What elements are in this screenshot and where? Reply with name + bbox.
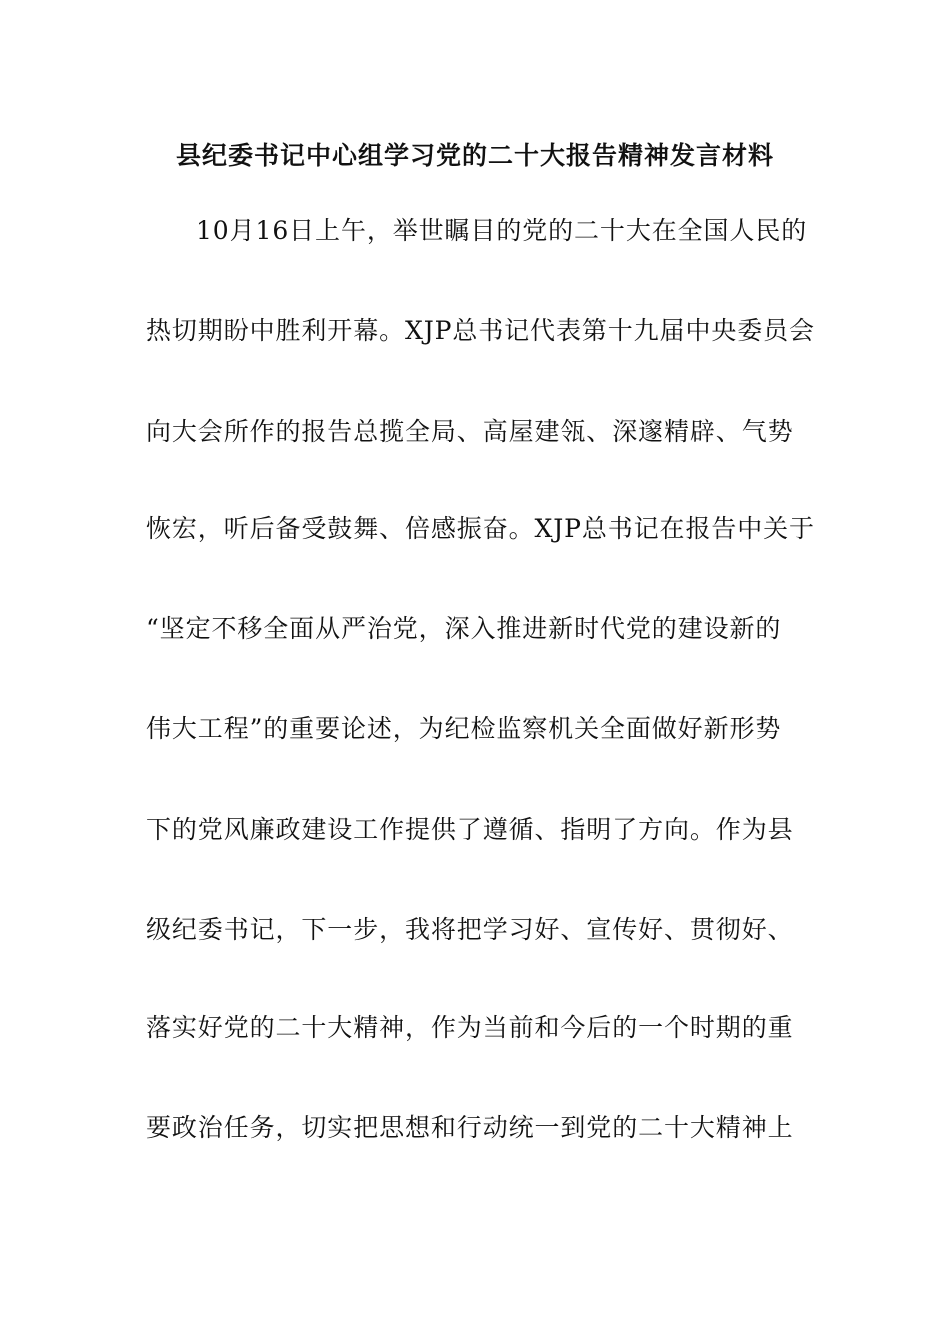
body-line-1: 10月16日上午，举世瞩目的党的二十大在全国人民的: [196, 216, 808, 245]
body-line-5: “坚定不移全面从严治党，深入推进新时代党的建设新的: [146, 614, 782, 643]
body-line-9: 落实好党的二十大精神，作为当前和今后的一个时期的重: [146, 1013, 794, 1042]
document-title: 县纪委书记中心组学习党的二十大报告精神发言材料: [175, 141, 774, 170]
body-line-6: 伟大工程”的重要论述，为纪检监察机关全面做好新形势: [146, 714, 782, 743]
body-line-2: 热切期盼中胜利开幕。XJP总书记代表第十九届中央委员会: [146, 316, 815, 345]
body-line-7: 下的党风廉政建设工作提供了遵循、指明了方向。作为县: [146, 815, 794, 844]
body-line-4: 恢宏，听后备受鼓舞、倍感振奋。XJP总书记在报告中关于: [146, 514, 815, 543]
body-line-10: 要政治任务，切实把思想和行动统一到党的二十大精神上: [146, 1113, 794, 1142]
body-line-8: 级纪委书记，下一步，我将把学习好、宣传好、贯彻好、: [146, 915, 794, 944]
body-line-3: 向大会所作的报告总揽全局、高屋建瓴、深邃精辟、气势: [146, 417, 794, 446]
